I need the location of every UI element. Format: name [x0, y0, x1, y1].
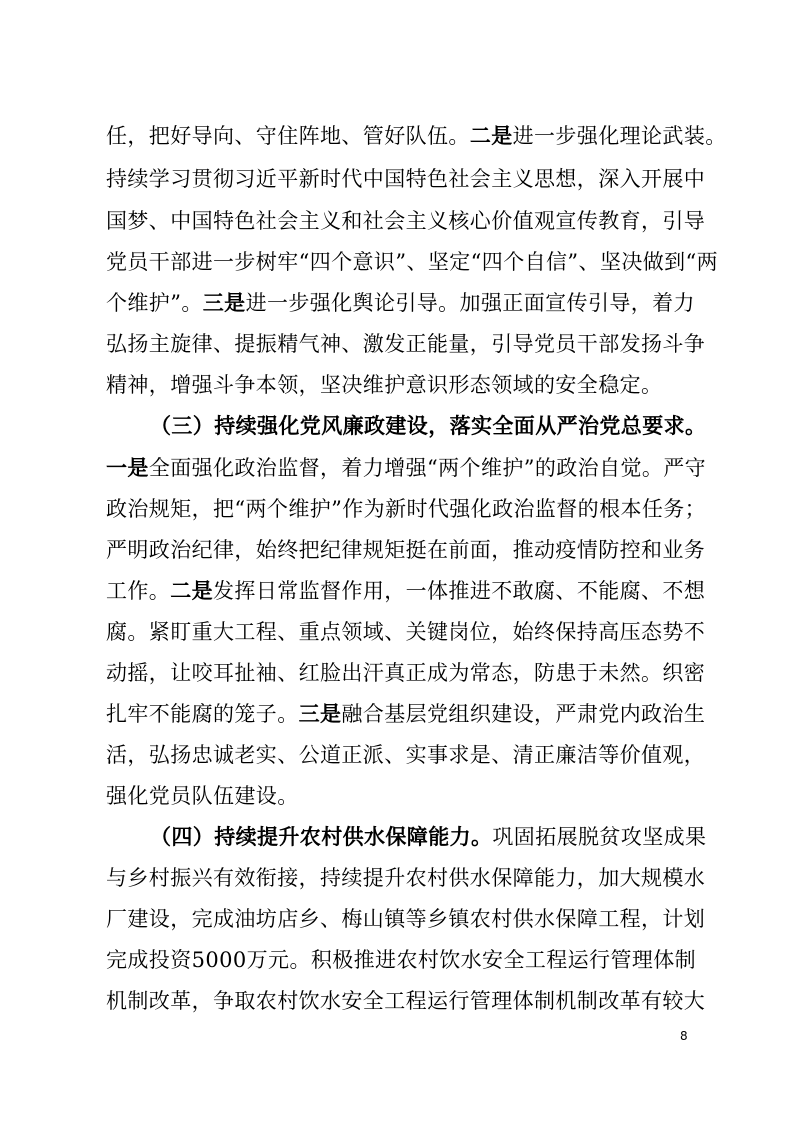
text-run: 发挥日常监督作用，一体推进不敢腐、不能腐、不想 [213, 579, 706, 603]
text-run: 腐。紧盯重大工程、重点领域、关键岗位，始终保持高压态势不 [106, 620, 706, 644]
text-run: 活，弘扬忠诚老实、公道正派、实事求是、清正廉洁等价值观， [106, 743, 706, 767]
emphasis-text: 二是 [469, 123, 513, 148]
text-run: 国梦、中国特色社会主义和社会主义核心价值观宣传教育，引导 [106, 209, 706, 233]
text-run: 党员干部进一步树牢“四个意识”、坚定“四个自信”、坚决做到“两 [106, 250, 719, 274]
text-line [106, 367, 692, 403]
text-run: 严明政治纪律，始终把纪律规矩挺在前面，推动疫情防控和业务 [106, 538, 706, 562]
text-run: 个维护”。 [106, 291, 203, 315]
text-line [150, 819, 707, 855]
text-line [106, 655, 706, 691]
text-line [106, 696, 706, 732]
text-run: 融合基层党组织建设，严肃党内政治生 [341, 702, 706, 726]
text-line [106, 737, 706, 773]
text-line [106, 450, 707, 486]
text-run: 持续学习贯彻习近平新时代中国特色社会主义思想，深入开展中 [106, 167, 706, 191]
emphasis-text: 三是 [298, 701, 342, 726]
text-run: 强化党员队伍建设。 [106, 784, 299, 808]
text-line [106, 118, 727, 154]
text-run: 精神，增强斗争本领，坚决维护意识形态领域的安全稳定。 [106, 373, 663, 397]
text-line [106, 203, 706, 239]
text-run: 任，把好导向、守住阵地、管好队伍。 [106, 124, 470, 148]
text-line [106, 491, 707, 527]
text-line [106, 983, 706, 1019]
text-run: 弘扬主旋律、提振精气神、激发正能量，引导党员干部发扬斗争 [106, 332, 706, 356]
text-run: 机制改革，争取农村饮水安全工程运行管理体制机制改革有较大 [106, 989, 706, 1013]
text-run: 进一步强化舆论引导。加强正面宣传引导，着力 [245, 291, 695, 315]
text-run: 完成投资5000万元。积极推进农村饮水安全工程运行管理体制 [106, 948, 697, 972]
text-run: 全面强化政治监督，着力增强“两个维护”的政治自觉。严守 [148, 456, 707, 480]
text-run: 进一步强化理论武装。 [512, 124, 727, 148]
emphasis-text: 一是 [106, 455, 149, 480]
text-line [106, 614, 706, 650]
text-line [106, 532, 706, 568]
text-run: 扎牢不能腐的笼子。 [106, 702, 299, 726]
emphasis-text: 三是 [202, 290, 246, 315]
text-run: 厂建设，完成油坊店乡、梅山镇等乡镇农村供水保障工程，计划 [106, 907, 706, 931]
page-number: 8 [680, 1029, 688, 1043]
heading-text: （三）持续强化党风廉政建设，落实全面从严治党总要求。 [150, 413, 707, 438]
text-line [106, 573, 706, 609]
text-line [106, 942, 697, 978]
text-run: 巩固拓展脱贫攻坚成果 [492, 825, 707, 849]
text-line [106, 901, 706, 937]
text-line [106, 860, 706, 896]
text-run: 政治规矩，把“两个维护”作为新时代强化政治监督的根本任务； [106, 497, 707, 521]
text-line [106, 285, 695, 321]
section-heading [150, 408, 707, 444]
text-run: 动摇，让咬耳扯袖、红脸出汗真正成为常态，防患于未然。织密 [106, 661, 706, 685]
text-line [106, 244, 719, 280]
text-run: 工作。 [106, 579, 171, 603]
emphasis-text: 二是 [170, 578, 214, 603]
text-line [106, 778, 692, 814]
heading-text: （四）持续提升农村供水保障能力。 [150, 824, 493, 849]
text-run: 与乡村振兴有效衔接，持续提升农村供水保障能力，加大规模水 [106, 866, 706, 890]
text-line [106, 161, 706, 197]
text-line [106, 326, 706, 362]
